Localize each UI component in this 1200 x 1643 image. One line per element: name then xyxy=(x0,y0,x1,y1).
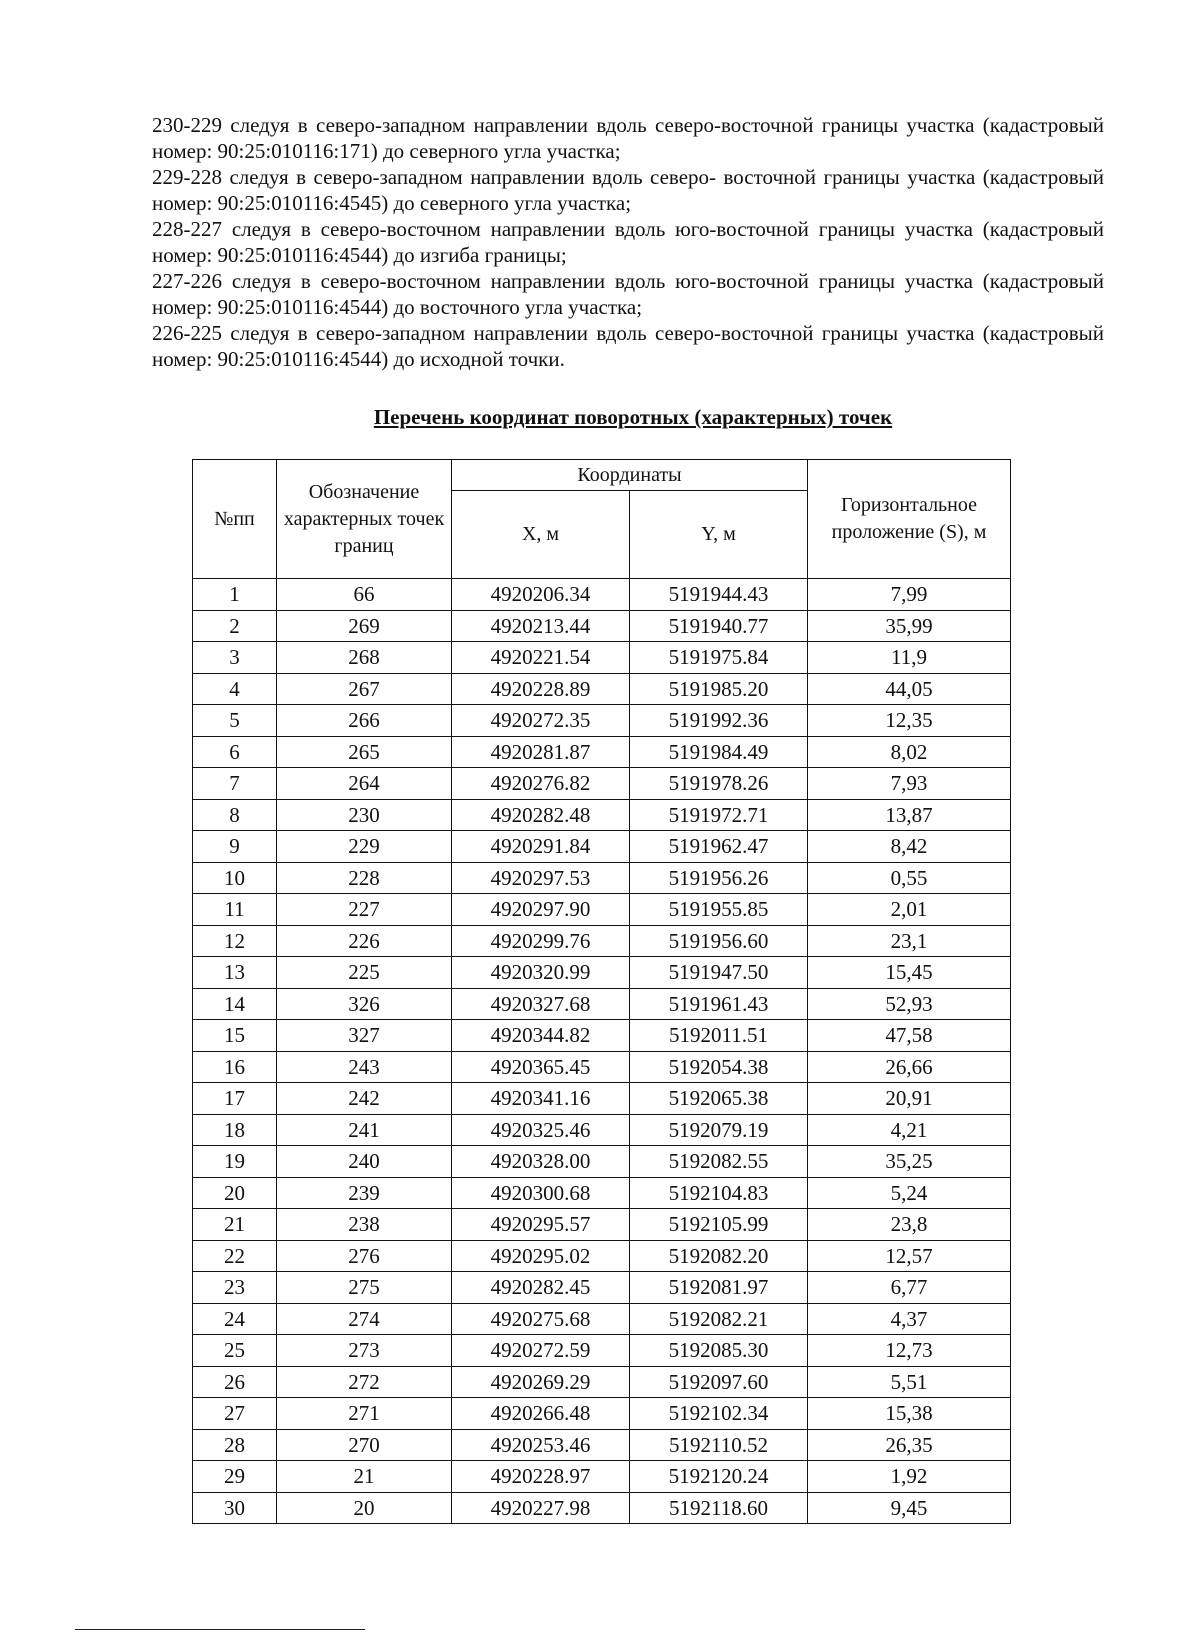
cell-y: 5192110.52 xyxy=(630,1429,808,1461)
table-row xyxy=(193,1398,1011,1430)
cell-x: 4920253.46 xyxy=(452,1429,630,1461)
cell-num: 1 xyxy=(193,579,277,611)
footer-rule xyxy=(75,1629,365,1630)
cell-num: 5 xyxy=(193,705,277,737)
table-row xyxy=(193,705,1011,737)
table-row xyxy=(193,1366,1011,1398)
cell-y: 5191956.26 xyxy=(630,862,808,894)
cell-point: 241 xyxy=(277,1114,452,1146)
cell-x: 4920213.44 xyxy=(452,610,630,642)
cell-num: 2 xyxy=(193,610,277,642)
cell-num: 12 xyxy=(193,925,277,957)
cell-point: 276 xyxy=(277,1240,452,1272)
cell-num: 30 xyxy=(193,1492,277,1524)
boundary-description xyxy=(152,112,1104,372)
cell-point: 242 xyxy=(277,1083,452,1115)
cell-x: 4920299.76 xyxy=(452,925,630,957)
table-row xyxy=(193,957,1011,989)
cell-y: 5192118.60 xyxy=(630,1492,808,1524)
table-body xyxy=(193,579,1011,1524)
cell-num: 24 xyxy=(193,1303,277,1335)
cell-point: 269 xyxy=(277,610,452,642)
cell-y: 5192104.83 xyxy=(630,1177,808,1209)
cell-num: 9 xyxy=(193,831,277,863)
cell-distance: 12,35 xyxy=(808,705,1011,737)
cell-distance: 8,02 xyxy=(808,736,1011,768)
cell-x: 4920227.98 xyxy=(452,1492,630,1524)
cell-distance: 7,93 xyxy=(808,768,1011,800)
cell-y: 5191984.49 xyxy=(630,736,808,768)
cell-point: 230 xyxy=(277,799,452,831)
cell-x: 4920344.82 xyxy=(452,1020,630,1052)
cell-y: 5192085.30 xyxy=(630,1335,808,1367)
cell-num: 14 xyxy=(193,988,277,1020)
cell-x: 4920325.46 xyxy=(452,1114,630,1146)
table-row xyxy=(193,673,1011,705)
cell-y: 5191956.60 xyxy=(630,925,808,957)
cell-num: 8 xyxy=(193,799,277,831)
cell-distance: 15,38 xyxy=(808,1398,1011,1430)
header-num: №пп xyxy=(193,460,277,579)
header-point: Обозначение характерных точек границ xyxy=(277,460,452,579)
cell-y: 5192011.51 xyxy=(630,1020,808,1052)
cell-distance: 26,66 xyxy=(808,1051,1011,1083)
table-row xyxy=(193,579,1011,611)
table-row xyxy=(193,862,1011,894)
header-y: Y, м xyxy=(630,491,808,579)
coordinates-table xyxy=(192,459,1011,1524)
paragraph: 230-229 следуя в северо-западном направлении вдоль северо-восточной границы участка (кадастровый номер: 90:25:010116:171) до северного угла участка; xyxy=(152,113,1104,163)
cell-x: 4920295.02 xyxy=(452,1240,630,1272)
cell-point: 226 xyxy=(277,925,452,957)
table-row xyxy=(193,1146,1011,1178)
cell-distance: 6,77 xyxy=(808,1272,1011,1304)
cell-distance: 4,37 xyxy=(808,1303,1011,1335)
cell-x: 4920328.00 xyxy=(452,1146,630,1178)
cell-point: 225 xyxy=(277,957,452,989)
cell-distance: 15,45 xyxy=(808,957,1011,989)
cell-distance: 12,57 xyxy=(808,1240,1011,1272)
table-row xyxy=(193,1240,1011,1272)
table-row xyxy=(193,831,1011,863)
cell-point: 243 xyxy=(277,1051,452,1083)
cell-point: 240 xyxy=(277,1146,452,1178)
cell-num: 29 xyxy=(193,1461,277,1493)
cell-x: 4920320.99 xyxy=(452,957,630,989)
cell-num: 26 xyxy=(193,1366,277,1398)
cell-point: 239 xyxy=(277,1177,452,1209)
cell-num: 28 xyxy=(193,1429,277,1461)
cell-y: 5192082.20 xyxy=(630,1240,808,1272)
cell-distance: 2,01 xyxy=(808,894,1011,926)
cell-point: 326 xyxy=(277,988,452,1020)
table-row xyxy=(193,1272,1011,1304)
table-row xyxy=(193,1429,1011,1461)
cell-point: 268 xyxy=(277,642,452,674)
cell-point: 275 xyxy=(277,1272,452,1304)
cell-x: 4920228.89 xyxy=(452,673,630,705)
table-row xyxy=(193,642,1011,674)
paragraph: 229-228 следуя в северо-западном направлении вдоль северо- восточной границы участка (кадастровый номер: 90:25:010116:4545) до северного угла участка; xyxy=(152,165,1104,215)
cell-x: 4920228.97 xyxy=(452,1461,630,1493)
cell-y: 5191940.77 xyxy=(630,610,808,642)
cell-x: 4920221.54 xyxy=(452,642,630,674)
cell-x: 4920272.35 xyxy=(452,705,630,737)
table-row xyxy=(193,894,1011,926)
cell-point: 266 xyxy=(277,705,452,737)
cell-x: 4920341.16 xyxy=(452,1083,630,1115)
cell-y: 5191961.43 xyxy=(630,988,808,1020)
cell-num: 10 xyxy=(193,862,277,894)
table-title: Перечень координат поворотных (характерных) точек xyxy=(373,405,893,429)
table-row xyxy=(193,799,1011,831)
table-row xyxy=(193,768,1011,800)
cell-point: 273 xyxy=(277,1335,452,1367)
cell-x: 4920327.68 xyxy=(452,988,630,1020)
cell-distance: 23,8 xyxy=(808,1209,1011,1241)
cell-point: 66 xyxy=(277,579,452,611)
cell-y: 5191955.85 xyxy=(630,894,808,926)
paragraph: 228-227 следуя в северо-восточном направлении вдоль юго-восточной границы участка (кадастровый номер: 90:25:010116:4544) до изгиба границы; xyxy=(152,217,1104,267)
cell-distance: 35,25 xyxy=(808,1146,1011,1178)
cell-point: 267 xyxy=(277,673,452,705)
cell-point: 274 xyxy=(277,1303,452,1335)
cell-y: 5191972.71 xyxy=(630,799,808,831)
cell-num: 7 xyxy=(193,768,277,800)
cell-point: 229 xyxy=(277,831,452,863)
cell-num: 17 xyxy=(193,1083,277,1115)
cell-distance: 26,35 xyxy=(808,1429,1011,1461)
cell-x: 4920269.29 xyxy=(452,1366,630,1398)
cell-distance: 9,45 xyxy=(808,1492,1011,1524)
cell-x: 4920365.45 xyxy=(452,1051,630,1083)
table-row xyxy=(193,736,1011,768)
cell-num: 21 xyxy=(193,1209,277,1241)
cell-y: 5192082.55 xyxy=(630,1146,808,1178)
cell-num: 11 xyxy=(193,894,277,926)
table-row xyxy=(193,1461,1011,1493)
cell-y: 5191962.47 xyxy=(630,831,808,863)
cell-y: 5192054.38 xyxy=(630,1051,808,1083)
cell-point: 20 xyxy=(277,1492,452,1524)
cell-point: 21 xyxy=(277,1461,452,1493)
cell-y: 5191992.36 xyxy=(630,705,808,737)
cell-point: 271 xyxy=(277,1398,452,1430)
table-row xyxy=(193,1492,1011,1524)
cell-distance: 47,58 xyxy=(808,1020,1011,1052)
cell-y: 5191978.26 xyxy=(630,768,808,800)
header-x: X, м xyxy=(452,491,630,579)
table-row xyxy=(193,925,1011,957)
cell-y: 5191944.43 xyxy=(630,579,808,611)
cell-num: 18 xyxy=(193,1114,277,1146)
cell-x: 4920282.45 xyxy=(452,1272,630,1304)
paragraph: 226-225 следуя в северо-западном направлении вдоль северо-восточной границы участка (кадастровый номер: 90:25:010116:4544) до исходной точки. xyxy=(152,321,1104,371)
cell-x: 4920300.68 xyxy=(452,1177,630,1209)
cell-y: 5192120.24 xyxy=(630,1461,808,1493)
cell-y: 5192102.34 xyxy=(630,1398,808,1430)
cell-point: 265 xyxy=(277,736,452,768)
cell-num: 6 xyxy=(193,736,277,768)
cell-x: 4920266.48 xyxy=(452,1398,630,1430)
cell-distance: 23,1 xyxy=(808,925,1011,957)
cell-distance: 4,21 xyxy=(808,1114,1011,1146)
table-row xyxy=(193,1335,1011,1367)
cell-y: 5192082.21 xyxy=(630,1303,808,1335)
cell-distance: 20,91 xyxy=(808,1083,1011,1115)
cell-distance: 1,92 xyxy=(808,1461,1011,1493)
cell-num: 15 xyxy=(193,1020,277,1052)
cell-point: 270 xyxy=(277,1429,452,1461)
table-row xyxy=(193,988,1011,1020)
table-row xyxy=(193,1083,1011,1115)
header-distance: Горизонтальное проложение (S), м xyxy=(808,460,1011,579)
cell-x: 4920297.53 xyxy=(452,862,630,894)
cell-y: 5192081.97 xyxy=(630,1272,808,1304)
table-row xyxy=(193,610,1011,642)
cell-distance: 52,93 xyxy=(808,988,1011,1020)
cell-point: 264 xyxy=(277,768,452,800)
cell-y: 5191985.20 xyxy=(630,673,808,705)
cell-distance: 12,73 xyxy=(808,1335,1011,1367)
cell-x: 4920206.34 xyxy=(452,579,630,611)
cell-point: 272 xyxy=(277,1366,452,1398)
cell-distance: 35,99 xyxy=(808,610,1011,642)
table-row xyxy=(193,1209,1011,1241)
cell-x: 4920291.84 xyxy=(452,831,630,863)
cell-num: 3 xyxy=(193,642,277,674)
cell-x: 4920282.48 xyxy=(452,799,630,831)
cell-y: 5192079.19 xyxy=(630,1114,808,1146)
cell-distance: 13,87 xyxy=(808,799,1011,831)
table-row xyxy=(193,1020,1011,1052)
cell-num: 19 xyxy=(193,1146,277,1178)
cell-x: 4920281.87 xyxy=(452,736,630,768)
cell-num: 13 xyxy=(193,957,277,989)
cell-num: 25 xyxy=(193,1335,277,1367)
cell-y: 5191947.50 xyxy=(630,957,808,989)
table-row xyxy=(193,1051,1011,1083)
table-row xyxy=(193,1114,1011,1146)
cell-distance: 8,42 xyxy=(808,831,1011,863)
cell-distance: 5,24 xyxy=(808,1177,1011,1209)
cell-num: 22 xyxy=(193,1240,277,1272)
table-row xyxy=(193,1303,1011,1335)
cell-x: 4920275.68 xyxy=(452,1303,630,1335)
cell-x: 4920276.82 xyxy=(452,768,630,800)
cell-x: 4920272.59 xyxy=(452,1335,630,1367)
paragraph: 227-226 следуя в северо-восточном направлении вдоль юго-восточной границы участка (кадастровый номер: 90:25:010116:4544) до восточного угла участка; xyxy=(152,269,1104,319)
cell-distance: 11,9 xyxy=(808,642,1011,674)
cell-x: 4920295.57 xyxy=(452,1209,630,1241)
cell-y: 5192105.99 xyxy=(630,1209,808,1241)
cell-y: 5192065.38 xyxy=(630,1083,808,1115)
cell-x: 4920297.90 xyxy=(452,894,630,926)
cell-distance: 0,55 xyxy=(808,862,1011,894)
table-row xyxy=(193,1177,1011,1209)
header-coords: Координаты xyxy=(452,460,808,491)
cell-num: 4 xyxy=(193,673,277,705)
cell-num: 16 xyxy=(193,1051,277,1083)
cell-point: 228 xyxy=(277,862,452,894)
cell-point: 227 xyxy=(277,894,452,926)
cell-distance: 44,05 xyxy=(808,673,1011,705)
cell-point: 327 xyxy=(277,1020,452,1052)
cell-num: 23 xyxy=(193,1272,277,1304)
cell-y: 5192097.60 xyxy=(630,1366,808,1398)
cell-distance: 7,99 xyxy=(808,579,1011,611)
cell-num: 20 xyxy=(193,1177,277,1209)
cell-num: 27 xyxy=(193,1398,277,1430)
cell-y: 5191975.84 xyxy=(630,642,808,674)
cell-point: 238 xyxy=(277,1209,452,1241)
cell-distance: 5,51 xyxy=(808,1366,1011,1398)
